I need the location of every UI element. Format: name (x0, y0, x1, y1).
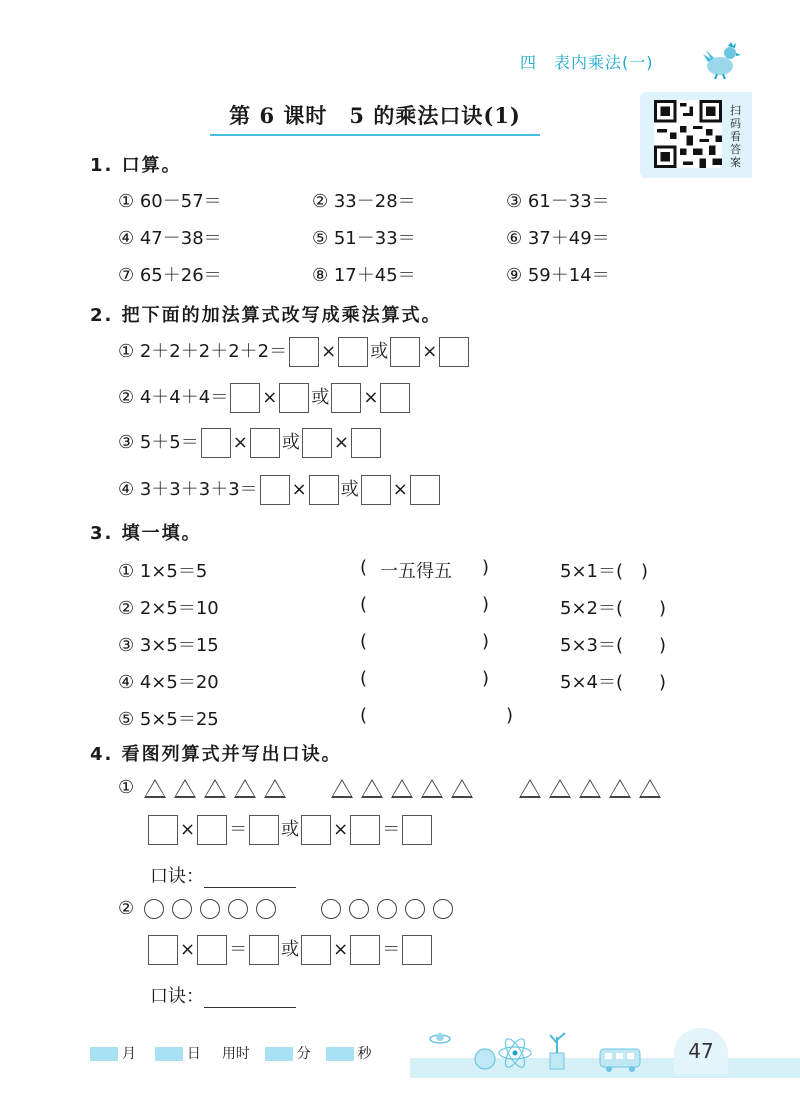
section-3-title: 3. 填一填。 (90, 523, 202, 544)
s4-item-1-equation: × ＝ 或 × ＝ (146, 815, 434, 845)
circle-icon (321, 899, 341, 919)
triangle-icon (331, 779, 353, 798)
s3-paren-close-4: ) (482, 668, 490, 689)
triangle-icon (234, 779, 256, 798)
lesson-title-box (210, 100, 540, 130)
s3-right-4: 5×4＝( ) (560, 672, 667, 693)
s4-item-1-koujue: 口诀： (150, 862, 296, 888)
footer-illustration-icon (420, 1025, 670, 1075)
s1-q1: ① 60－57＝ (118, 191, 222, 212)
triangle-icon (549, 779, 571, 798)
triangle-icon (451, 779, 473, 798)
answer-box[interactable] (302, 428, 332, 458)
s1-q4: ④ 47－38＝ (118, 228, 222, 249)
s4-item-1-triangles: ① (118, 777, 665, 798)
triangle-icon (361, 779, 383, 798)
answer-box[interactable] (249, 935, 279, 965)
triangle-icon (264, 779, 286, 798)
s1-q8: ⑧ 17＋45＝ (312, 265, 416, 286)
circle-icon (200, 899, 220, 919)
circle-icon (349, 899, 369, 919)
answer-box[interactable] (197, 815, 227, 845)
s3-right-3: 5×3＝( ) (560, 635, 667, 656)
triangle-icon (144, 779, 166, 798)
triangle-icon (639, 779, 661, 798)
section-1-title: 1. 口算。 (90, 155, 182, 176)
answer-box[interactable] (390, 337, 420, 367)
s2-item-2: ② 4＋4＋4＝ × 或 × (118, 383, 412, 413)
answer-box[interactable] (250, 428, 280, 458)
minute-field[interactable] (265, 1047, 293, 1061)
answer-box[interactable] (402, 815, 432, 845)
answer-box[interactable] (361, 475, 391, 505)
triangle-icon (609, 779, 631, 798)
s4-item-2-equation: × ＝ 或 × ＝ (146, 935, 434, 965)
s1-q3: ③ 61－33＝ (506, 191, 610, 212)
s3-paren-open-2: ( (360, 594, 368, 615)
s3-right-2: 5×2＝( ) (560, 598, 667, 619)
s3-left-4: ④ 4×5＝20 (118, 672, 219, 693)
answer-box[interactable] (301, 935, 331, 965)
triangle-icon (391, 779, 413, 798)
s4-item-2-circles: ② (118, 898, 457, 919)
circle-icon (256, 899, 276, 919)
s1-q9: ⑨ 59＋14＝ (506, 265, 610, 286)
triangle-icon (519, 779, 541, 798)
s3-koujue-answer-1: 一五得五 (380, 561, 452, 582)
footer-record: 月 日 用时 分 秒 (90, 1043, 372, 1063)
s3-paren-close-5: ) (506, 705, 514, 726)
answer-box[interactable] (197, 935, 227, 965)
section-2-title: 2. 把下面的加法算式改写成乘法算式。 (90, 305, 442, 326)
answer-box[interactable] (350, 815, 380, 845)
circle-icon (228, 899, 248, 919)
s3-paren-close-2: ) (482, 594, 490, 615)
answer-box[interactable] (260, 475, 290, 505)
s4-item-2-koujue: 口诀： (150, 982, 296, 1008)
answer-box[interactable] (148, 935, 178, 965)
circle-icon (377, 899, 397, 919)
circle-icon (433, 899, 453, 919)
answer-box[interactable] (402, 935, 432, 965)
day-field[interactable] (155, 1047, 183, 1061)
s3-paren-open-1: ( (360, 557, 368, 578)
answer-box[interactable] (249, 815, 279, 845)
answer-box[interactable] (331, 383, 361, 413)
koujue-answer-line[interactable] (204, 869, 296, 888)
circle-icon (144, 899, 164, 919)
s3-paren-open-5: ( (360, 705, 368, 726)
s1-q2: ② 33－28＝ (312, 191, 416, 212)
answer-box[interactable] (410, 475, 440, 505)
triangle-icon (174, 779, 196, 798)
triangle-icon (579, 779, 601, 798)
s3-left-3: ③ 3×5＝15 (118, 635, 219, 656)
scan-for-answers-label: 扫 码 看 答 案 (730, 104, 741, 169)
s2-item-3: ③ 5＋5＝ × 或 × (118, 428, 383, 458)
answer-box[interactable] (309, 475, 339, 505)
circle-icon (405, 899, 425, 919)
answer-box[interactable] (380, 383, 410, 413)
answer-box[interactable] (201, 428, 231, 458)
s1-q6: ⑥ 37＋49＝ (506, 228, 610, 249)
answer-box[interactable] (439, 337, 469, 367)
s3-paren-close-1: ) (482, 557, 490, 578)
s2-item-1: ① 2＋2＋2＋2＋2＝ × 或 × (118, 337, 471, 367)
s1-q7: ⑦ 65＋26＝ (118, 265, 222, 286)
answer-box[interactable] (350, 935, 380, 965)
s1-q5: ⑤ 51－33＝ (312, 228, 416, 249)
second-field[interactable] (326, 1047, 354, 1061)
answer-box[interactable] (351, 428, 381, 458)
s3-left-2: ② 2×5＝10 (118, 598, 219, 619)
s3-paren-open-4: ( (360, 668, 368, 689)
month-field[interactable] (90, 1047, 118, 1061)
answer-box[interactable] (289, 337, 319, 367)
answer-box[interactable] (301, 815, 331, 845)
section-4-title: 4. 看图列算式并写出口诀。 (90, 744, 342, 765)
page-number: 47 (674, 1028, 728, 1074)
answer-box[interactable] (148, 815, 178, 845)
lesson-title: 第 6 课时 5 的乘法口诀(1) (229, 103, 521, 128)
s3-left-1: ① 1×5＝5 (118, 561, 208, 582)
answer-box[interactable] (230, 383, 260, 413)
title-underline (210, 134, 540, 136)
s3-paren-close-3: ) (482, 631, 490, 652)
qr-code-icon[interactable] (654, 100, 722, 168)
s3-paren-open-3: ( (360, 631, 368, 652)
answer-box[interactable] (279, 383, 309, 413)
s2-item-4: ④ 3＋3＋3＋3＝ × 或 × (118, 475, 442, 505)
koujue-answer-line[interactable] (204, 989, 296, 1008)
circle-icon (172, 899, 192, 919)
answer-box[interactable] (338, 337, 368, 367)
triangle-icon (204, 779, 226, 798)
s3-left-5: ⑤ 5×5＝25 (118, 709, 219, 730)
chapter-header: 四 表内乘法(一) (520, 53, 654, 72)
rooster-mascot-icon (702, 40, 742, 80)
s3-right-1: 5×1＝( ) (560, 561, 649, 582)
triangle-icon (421, 779, 443, 798)
